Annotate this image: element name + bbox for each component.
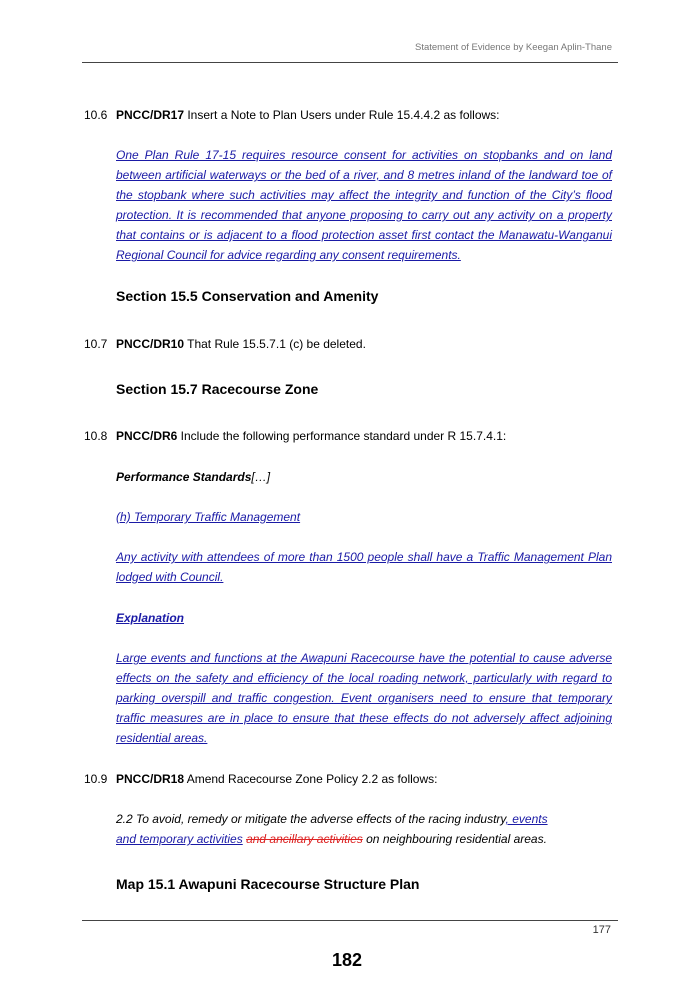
inserted-note (116, 145, 612, 265)
para-text: Amend Racecourse Zone Policy 2.2 as follows: (184, 772, 438, 786)
inserted-text: Any activity with attendees of more than 1500 people shall have a Traffic Management Plan lodged with Council. (116, 550, 612, 584)
explanation-text (116, 648, 612, 748)
policy-text (116, 809, 566, 849)
ref-code: PNCC/DR18 (116, 772, 185, 786)
inserted-text: (h) Temporary Traffic Management (116, 510, 301, 524)
explanation-label (116, 608, 612, 628)
page-number: 177 (592, 924, 611, 936)
para-lead (116, 769, 612, 789)
para-text: Include the following performance standard under R 15.7.4.1: (177, 429, 507, 443)
header-rule (82, 62, 618, 63)
para-lead (116, 334, 612, 354)
section-heading: Section 15.7 Racecourse Zone (116, 381, 319, 397)
sub-heading (116, 507, 612, 527)
inserted-text: , events and temporary activities (116, 812, 548, 846)
para-lead (116, 105, 612, 125)
para-number: 10.8 (84, 429, 108, 443)
inserted-text: One Plan Rule 17-15 requires resource consent for activities on stopbanks and on land between artificial waterways or the bed of a river, and 8 metres inland of the landward toe of the stopbank where such activities may affect the integrity and function of the City’s flood protection. It is recommended that anyone proposing to carry out any activity on a property that contains or is adjacent to a flood protection asset first contact the Manawatu-Wanganui Regional Council for advice regarding any consent requirements. (116, 148, 612, 262)
ref-code: PNCC/DR6 (116, 429, 178, 443)
inserted-text: Explanation (116, 611, 185, 625)
running-header: Statement of Evidence by Keegan Aplin-Thane (415, 42, 612, 53)
footer-rule (82, 920, 618, 921)
policy-post: on neighbouring residential areas. (362, 832, 547, 846)
bundle-page-number: 182 (331, 950, 363, 970)
map-heading: Map 15.1 Awapuni Racecourse Structure Plan (116, 876, 420, 892)
deleted-text: and ancillary activities (246, 832, 363, 846)
performance-standards-label (116, 467, 612, 487)
ref-code: PNCC/DR10 (116, 337, 185, 351)
para-number: 10.6 (84, 108, 108, 122)
para-text: Insert a Note to Plan Users under Rule 15.4.4.2 as follows: (184, 108, 500, 122)
section-heading: Section 15.5 Conservation and Amenity (116, 288, 379, 304)
ref-code: PNCC/DR17 (116, 108, 185, 122)
para-number: 10.7 (84, 337, 108, 351)
para-number: 10.9 (84, 772, 108, 786)
perf-label: Performance Standards (116, 470, 252, 484)
para-text: That Rule 15.5.7.1 (c) be deleted. (184, 337, 366, 351)
para-lead (116, 426, 612, 446)
perf-suffix: […] (251, 470, 271, 484)
policy-pre: 2.2 To avoid, remedy or mitigate the adverse effects of the racing industry (116, 812, 506, 826)
inserted-text: Large events and functions at the Awapuni Racecourse have the potential to cause adverse effects on the safety and efficiency of the local roading network, particularly with regard to parking overspill and traffic congestion. Event organisers need to ensure that temporary traffic measures are in place to ensure that these effects do not adversely affect adjoining residential areas. (116, 651, 612, 745)
standard-text (116, 547, 612, 587)
